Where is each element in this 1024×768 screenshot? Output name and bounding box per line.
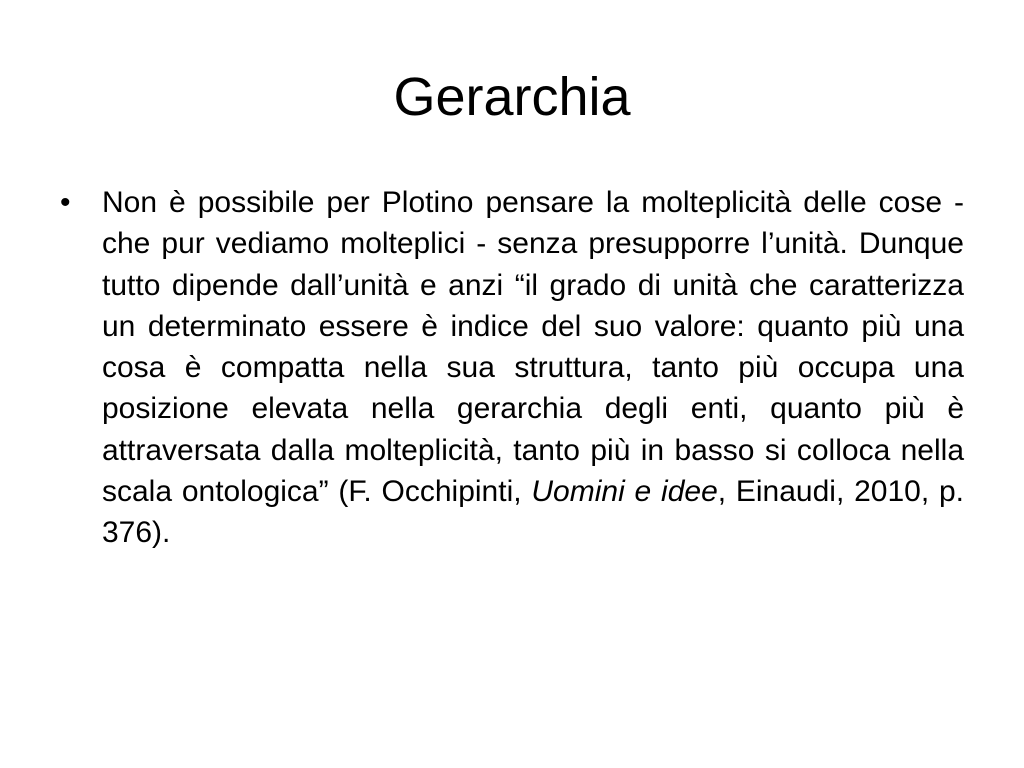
book-title: Uomini e idee [531, 475, 718, 509]
paragraph-text-before: Non è possibile per Plotino pensare la molteplicità delle cose - che pur vediamo molteplici - senza presupporre l’unità. Dunque tutto dipende dall’unità e anzi “il grado di unità che caratterizza un determinato essere è indice del suo valore: quanto più una cosa è compatta nella sua struttura, tanto più occupa una posizione elevata nella gerarchia degli enti, quanto più è attraversata dalla molteplicità, tanto più in basso si colloca nella scala ontologica” (F. Occhipinti, [102, 186, 964, 509]
bullet-list [60, 182, 964, 554]
slide-title: Gerarchia [393, 67, 631, 127]
bullet-item [60, 182, 964, 554]
bullet-marker: • [60, 186, 71, 219]
paragraph-text-after: , Einaudi, 2010, p. 376). [102, 475, 964, 550]
